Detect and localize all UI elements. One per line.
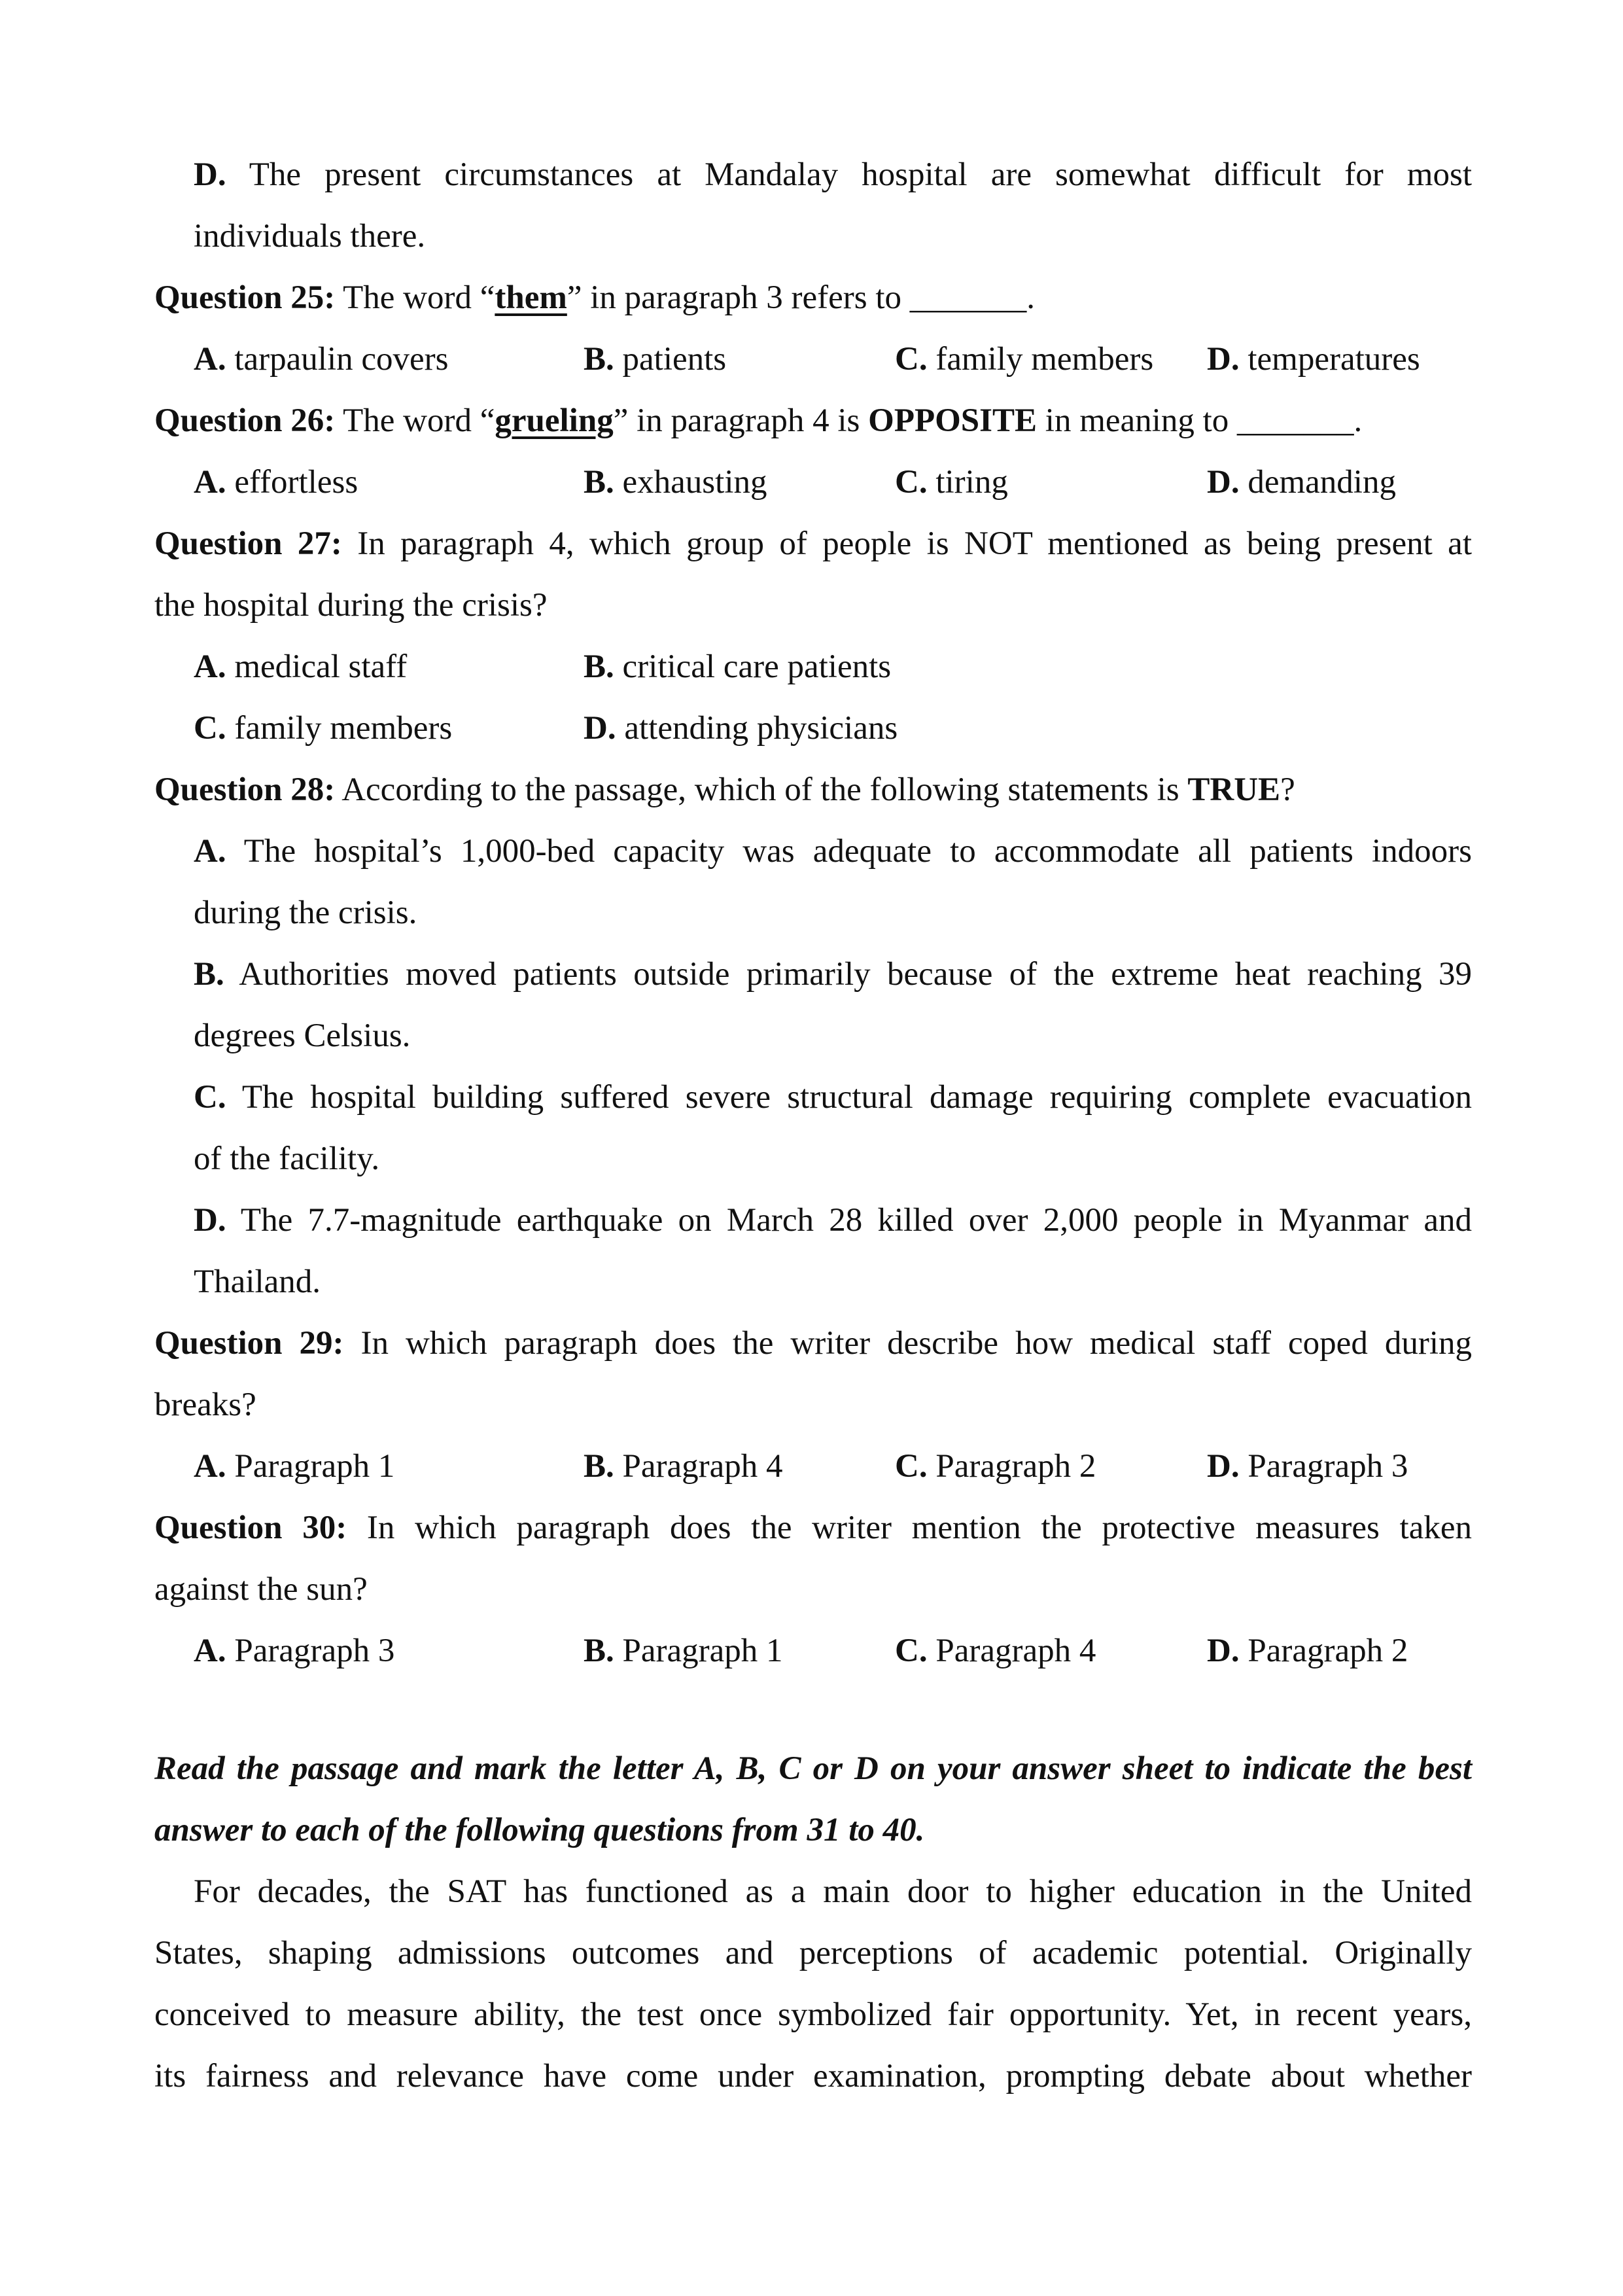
q30-option-c[interactable]: C. Paragraph 4 — [895, 1633, 1096, 1669]
exam-page — [154, 144, 1472, 2107]
q30-options — [154, 1620, 1472, 1682]
q25-options — [154, 328, 1472, 390]
q26-option-c[interactable]: C. tiring — [895, 464, 1008, 501]
q27-stem-cont: the hospital during the crisis? — [154, 587, 548, 624]
instruction-line-2: answer to each of the following questions from 31 to 40. — [154, 1812, 925, 1848]
q25-option-a[interactable]: A. tarpaulin covers — [194, 341, 449, 378]
passage-line-1: For decades, the SAT has functioned as a main door to higher education in the United — [194, 1873, 1472, 1910]
q26-keyword: grueling — [495, 402, 614, 439]
q28-stem: Question 28: According to the passage, which of the following statements is TRUE? — [154, 771, 1295, 808]
q26-option-a[interactable]: A. effortless — [194, 464, 358, 501]
section-spacer — [154, 1682, 1472, 1738]
q29-option-b[interactable]: B. Paragraph 4 — [584, 1448, 783, 1485]
q26-option-d[interactable]: D. demanding — [1207, 464, 1396, 501]
q25-keyword: them — [495, 279, 567, 316]
q24-option-d-cont: individuals there. — [194, 218, 426, 255]
q28-option-b[interactable]: B. Authorities moved patients outside primarily because of the extreme heat reaching 39 — [194, 956, 1472, 993]
q29-option-d[interactable]: D. Paragraph 3 — [1207, 1448, 1408, 1485]
q29-stem: Question 29: In which paragraph does the writer describe how medical staff coped during — [154, 1325, 1472, 1362]
instruction-line-1: Read the passage and mark the letter A, B, C or D on your answer sheet to indicate the best — [154, 1750, 1472, 1787]
q30-option-a[interactable]: A. Paragraph 3 — [194, 1633, 395, 1669]
q25-option-b[interactable]: B. patients — [584, 341, 727, 378]
q25-stem: Question 25: The word “them” in paragraph 3 refers to _______. — [154, 279, 1035, 316]
q30-option-b[interactable]: B. Paragraph 1 — [584, 1633, 783, 1669]
passage-line-3: conceived to measure ability, the test once symbolized fair opportunity. Yet, in recent years, — [154, 1996, 1472, 2033]
q27-option-c[interactable]: C. family members — [194, 710, 453, 747]
q26-stem: Question 26: The word “grueling” in paragraph 4 is OPPOSITE in meaning to _______. — [154, 402, 1363, 439]
q28-option-c-cont: of the facility. — [194, 1140, 380, 1177]
q25-option-c[interactable]: C. family members — [895, 341, 1154, 378]
q28-option-a[interactable]: A. The hospital’s 1,000-bed capacity was adequate to accommodate all patients indoors — [194, 833, 1472, 870]
q27-options-row2 — [154, 698, 1472, 759]
passage-line-2: States, shaping admissions outcomes and perceptions of academic potential. Originally — [154, 1935, 1472, 1971]
q27-option-b[interactable]: B. critical care patients — [584, 648, 892, 685]
q29-option-c[interactable]: C. Paragraph 2 — [895, 1448, 1096, 1485]
q30-option-d[interactable]: D. Paragraph 2 — [1207, 1633, 1408, 1669]
q27-options-row1 — [154, 636, 1472, 698]
q28-option-b-cont: degrees Celsius. — [194, 1017, 411, 1054]
q27-option-d[interactable]: D. attending physicians — [584, 710, 898, 747]
q28-option-a-cont: during the crisis. — [194, 894, 417, 931]
q28-option-d[interactable]: D. The 7.7-magnitude earthquake on March 28 killed over 2,000 people in Myanmar and — [194, 1202, 1472, 1239]
q24-option-d: D. The present circumstances at Mandalay hospital are somewhat difficult for most — [194, 156, 1472, 193]
q27-option-a[interactable]: A. medical staff — [194, 648, 408, 685]
q26-option-b[interactable]: B. exhausting — [584, 464, 767, 501]
q28-option-d-cont: Thailand. — [194, 1263, 321, 1300]
q30-stem: Question 30: In which paragraph does the writer mention the protective measures taken — [154, 1510, 1472, 1546]
q29-option-a[interactable]: A. Paragraph 1 — [194, 1448, 395, 1485]
q29-options — [154, 1436, 1472, 1497]
passage-line-4: its fairness and relevance have come under examination, prompting debate about whether — [154, 2058, 1472, 2094]
q29-stem-cont: breaks? — [154, 1386, 256, 1423]
q30-stem-cont: against the sun? — [154, 1571, 368, 1608]
q26-options — [154, 451, 1472, 513]
q27-stem: Question 27: In paragraph 4, which group of people is NOT mentioned as being present at — [154, 525, 1472, 562]
q28-option-c[interactable]: C. The hospital building suffered severe structural damage requiring complete evacuation — [194, 1079, 1472, 1116]
q25-option-d[interactable]: D. temperatures — [1207, 341, 1420, 378]
